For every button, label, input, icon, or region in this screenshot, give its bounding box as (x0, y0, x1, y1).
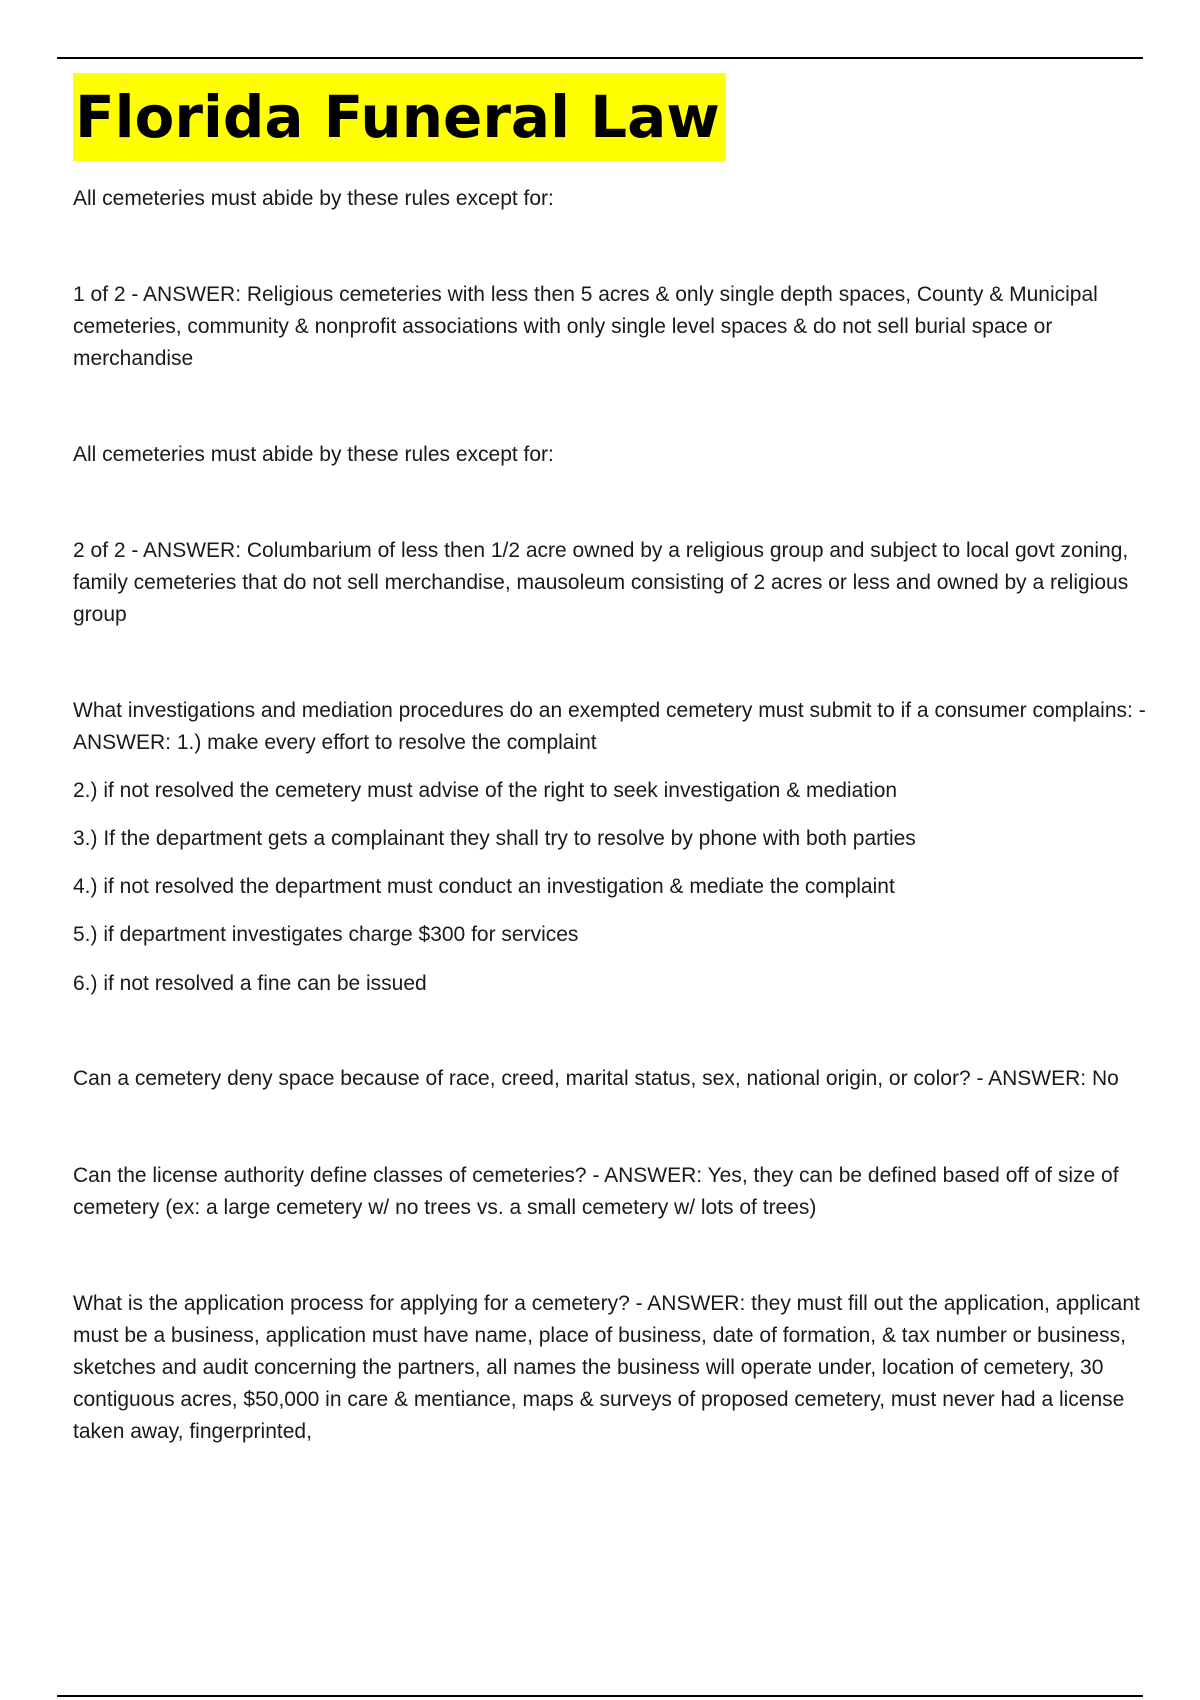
procedure-step: 6.) if not resolved a fine can be issued (73, 972, 427, 995)
procedure-step: 2.) if not resolved the cemetery must advise of the right to seek investigation & mediation (73, 779, 898, 802)
question-answer-text: Can a cemetery deny space because of race, creed, marital status, sex, national origin, or color? - ANSWER: No (73, 1067, 1119, 1090)
answer-text: 2 of 2 - ANSWER: Columbarium of less then 1/2 acre owned by a religious group and subject to local govt zoning, family cemeteries that do not sell merchandise, mausoleum consisting of 2 acres or less and owned by a religious group (73, 539, 1129, 626)
procedure-step: 3.) If the department gets a complainant they shall try to resolve by phone with both parties (73, 827, 916, 850)
question-text: All cemeteries must abide by these rules except for: (73, 187, 554, 210)
page-title: Florida Funeral Law (73, 73, 726, 161)
bottom-rule (57, 1695, 1143, 1697)
question-answer-text: What is the application process for applying for a cemetery? - ANSWER: they must fill out the application, applicant must be a business, application must have name, place of business, date of formation, & tax number or business, sketches and audit concerning the partners, all names the business will operate under, location of cemetery, 30 contiguous acres, $50,000 in care & mentiance, maps & surveys of proposed cemetery, must never had a license taken away, fingerprinted, (73, 1292, 1140, 1443)
question-text: All cemeteries must abide by these rules except for: (73, 443, 554, 466)
procedure-step: 4.) if not resolved the department must conduct an investigation & mediate the complaint (73, 875, 895, 898)
procedure-step: 5.) if department investigates charge $300 for services (73, 923, 579, 946)
answer-text: 1 of 2 - ANSWER: Religious cemeteries with less then 5 acres & only single depth spaces, County & Municipal cemeteries, community & nonprofit associations with only single level spaces & do not sell burial space or merchandise (73, 283, 1098, 370)
top-rule (57, 57, 1143, 59)
question-answer-text: What investigations and mediation procedures do an exempted cemetery must submit to if a consumer complains: - ANSWER: 1.) make every effort to resolve the complaint (73, 699, 1146, 754)
question-answer-text: Can the license authority define classes of cemeteries? - ANSWER: Yes, they can be defined based off of size of cemetery (ex: a large cemetery w/ no trees vs. a small cemetery w/ lots of trees) (73, 1164, 1119, 1219)
title-block (73, 73, 726, 161)
